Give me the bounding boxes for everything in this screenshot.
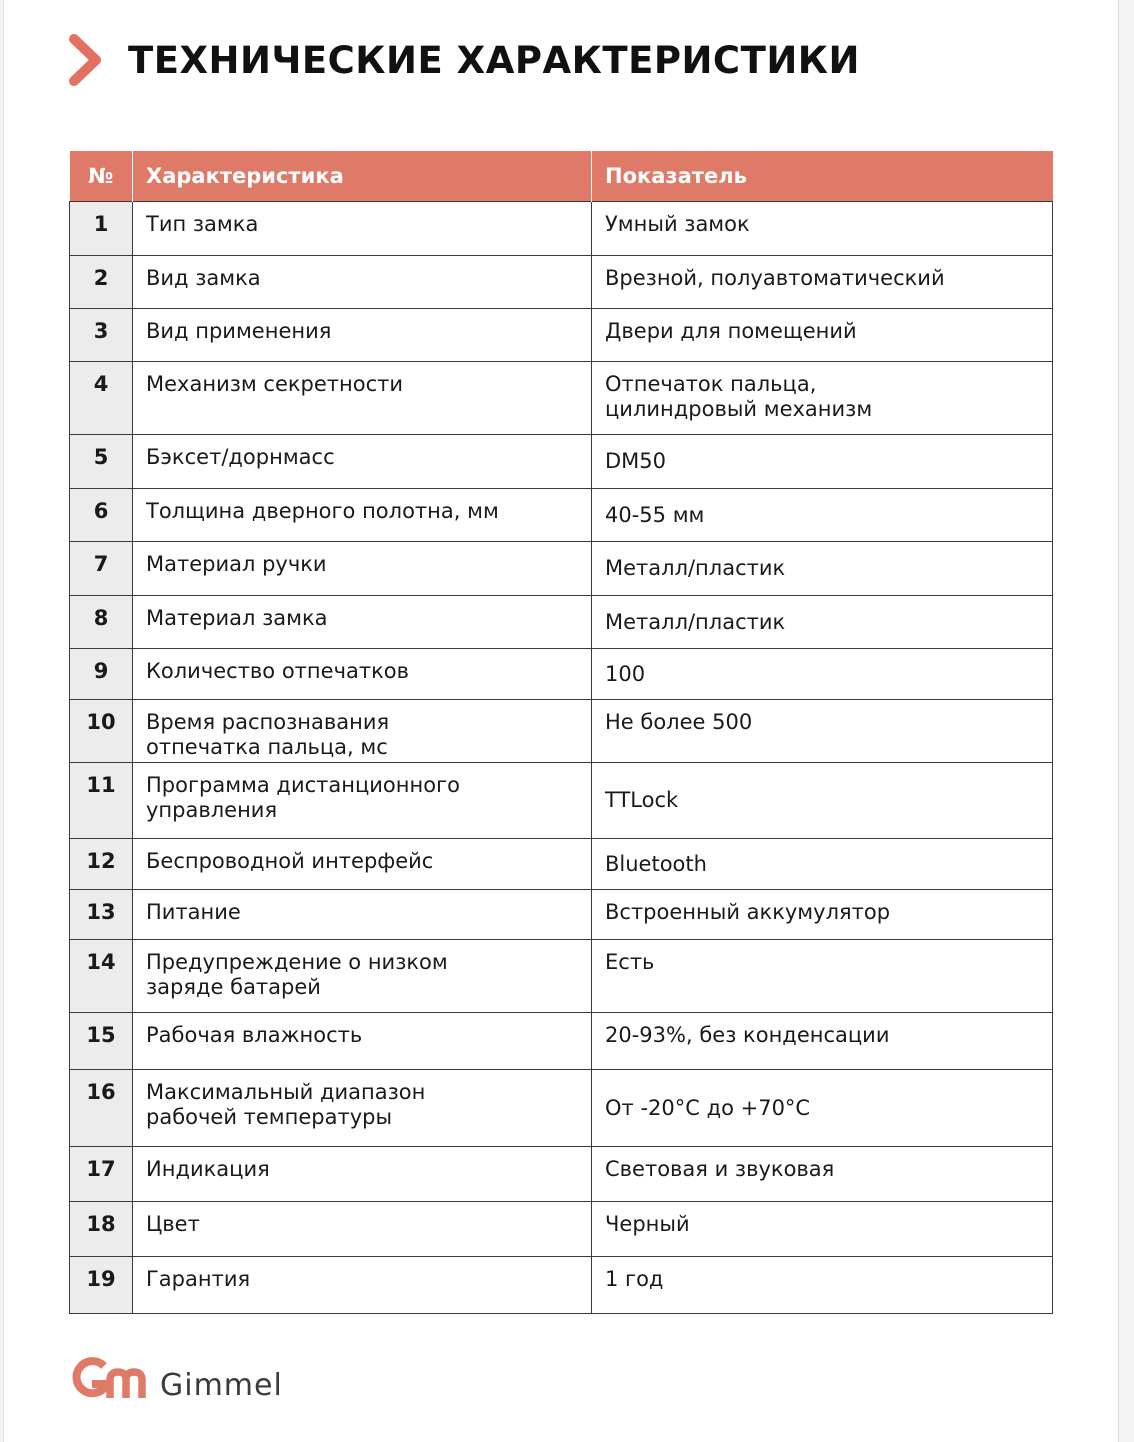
value-cell: 100 <box>592 649 1053 700</box>
characteristic-cell: Вид замка <box>133 256 592 309</box>
value-cell: Двери для помещений <box>592 309 1053 362</box>
value-cell: Световая и звуковая <box>592 1147 1053 1202</box>
value-cell: 40-55 мм <box>592 489 1053 542</box>
table-row <box>70 202 1053 256</box>
characteristic-cell: Программа дистанционного управления <box>133 763 592 839</box>
row-number: 17 <box>70 1147 133 1202</box>
row-number: 11 <box>70 763 133 839</box>
row-number: 3 <box>70 309 133 362</box>
value-cell: DM50 <box>592 435 1053 489</box>
value-cell: Врезной, полуавтоматический <box>592 256 1053 309</box>
row-number: 9 <box>70 649 133 700</box>
table-row <box>70 649 1053 700</box>
table-row <box>70 489 1053 542</box>
table-row <box>70 839 1053 890</box>
characteristic-cell: Тип замка <box>133 202 592 256</box>
page-title: ТЕХНИЧЕСКИЕ ХАРАКТЕРИСТИКИ <box>128 38 860 82</box>
row-number: 6 <box>70 489 133 542</box>
header-value: Показатель <box>592 151 1053 202</box>
table-row <box>70 435 1053 489</box>
table-row <box>70 1257 1053 1314</box>
row-number: 14 <box>70 940 133 1013</box>
characteristic-cell: Максимальный диапазон рабочей температуры <box>133 1070 592 1147</box>
value-cell: 1 год <box>592 1257 1053 1314</box>
row-number: 10 <box>70 700 133 763</box>
specifications-table <box>69 151 1053 1314</box>
value-cell: Умный замок <box>592 202 1053 256</box>
table-row <box>70 309 1053 362</box>
row-number: 5 <box>70 435 133 489</box>
table-row <box>70 1070 1053 1147</box>
value-cell: Есть <box>592 940 1053 1013</box>
chevron-right-icon <box>68 30 108 90</box>
characteristic-cell: Гарантия <box>133 1257 592 1314</box>
characteristic-cell: Материал ручки <box>133 542 592 596</box>
characteristic-cell: Количество отпечатков <box>133 649 592 700</box>
table-row <box>70 256 1053 309</box>
page-heading <box>68 30 860 90</box>
characteristic-cell: Цвет <box>133 1202 592 1257</box>
row-number: 15 <box>70 1013 133 1070</box>
brand-name: Gimmel <box>160 1367 283 1403</box>
row-number: 12 <box>70 839 133 890</box>
characteristic-cell: Питание <box>133 890 592 940</box>
value-cell: TTLock <box>592 763 1053 839</box>
table-header-row <box>70 151 1053 202</box>
value-cell: Встроенный аккумулятор <box>592 890 1053 940</box>
table-row <box>70 542 1053 596</box>
characteristic-cell: Материал замка <box>133 596 592 649</box>
characteristic-cell: Бэксет/дорнмасс <box>133 435 592 489</box>
row-number: 13 <box>70 890 133 940</box>
table-row <box>70 1147 1053 1202</box>
value-cell: Металл/пластик <box>592 596 1053 649</box>
characteristic-cell: Предупреждение о низком заряде батарей <box>133 940 592 1013</box>
table-row <box>70 596 1053 649</box>
spec-sheet-page <box>3 0 1119 1442</box>
value-cell: Черный <box>592 1202 1053 1257</box>
characteristic-cell: Механизм секретности <box>133 362 592 435</box>
table-row <box>70 890 1053 940</box>
table-row <box>70 763 1053 839</box>
characteristic-cell: Рабочая влажность <box>133 1013 592 1070</box>
characteristic-cell: Индикация <box>133 1147 592 1202</box>
value-cell: Не более 500 <box>592 700 1053 763</box>
row-number: 1 <box>70 202 133 256</box>
value-cell: Отпечаток пальца, цилиндровый механизм <box>592 362 1053 435</box>
characteristic-cell: Беспроводной интерфейс <box>133 839 592 890</box>
characteristic-cell: Время распознавания отпечатка пальца, мс <box>133 700 592 763</box>
row-number: 18 <box>70 1202 133 1257</box>
row-number: 4 <box>70 362 133 435</box>
table-row <box>70 362 1053 435</box>
header-characteristic: Характеристика <box>133 151 592 202</box>
value-cell: Bluetooth <box>592 839 1053 890</box>
row-number: 8 <box>70 596 133 649</box>
characteristic-cell: Вид применения <box>133 309 592 362</box>
table-row <box>70 700 1053 763</box>
brand-logo <box>70 1352 283 1404</box>
value-cell: Металл/пластик <box>592 542 1053 596</box>
table-row <box>70 940 1053 1013</box>
table-body <box>70 202 1053 1314</box>
row-number: 2 <box>70 256 133 309</box>
value-cell: От -20°C до +70°C <box>592 1070 1053 1147</box>
table-row <box>70 1202 1053 1257</box>
table-row <box>70 1013 1053 1070</box>
value-cell: 20-93%, без конденсации <box>592 1013 1053 1070</box>
characteristic-cell: Толщина дверного полотна, мм <box>133 489 592 542</box>
row-number: 19 <box>70 1257 133 1314</box>
header-number: № <box>70 151 133 202</box>
row-number: 7 <box>70 542 133 596</box>
gimmel-logo-icon <box>70 1354 152 1402</box>
row-number: 16 <box>70 1070 133 1147</box>
